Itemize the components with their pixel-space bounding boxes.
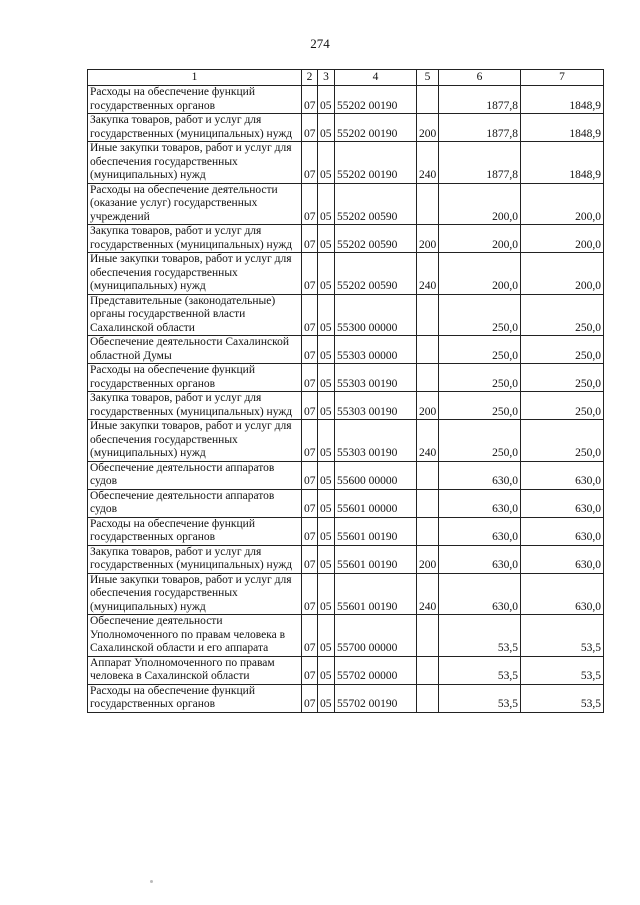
row-subsection-cell: 05: [318, 517, 335, 545]
row-expense-type-cell: [417, 364, 439, 392]
row-subsection-cell: 05: [318, 364, 335, 392]
row-amount-1-cell: 250,0: [439, 364, 521, 392]
row-section-cell: 07: [302, 684, 318, 712]
row-section-cell: 07: [302, 86, 318, 114]
header-col-2: 2: [302, 70, 318, 86]
row-name-cell: Закупка товаров, работ и услуг для государственных (муниципальных) нужд: [88, 545, 302, 573]
row-amount-2-cell: 630,0: [521, 461, 604, 489]
row-amount-2-cell: 630,0: [521, 489, 604, 517]
row-name-cell: Обеспечение деятельности аппаратов судов: [88, 489, 302, 517]
row-expense-type-cell: [417, 615, 439, 657]
row-name-cell: Обеспечение деятельности аппаратов судов: [88, 461, 302, 489]
row-target-code-cell: 55600 00000: [335, 461, 417, 489]
row-amount-2-cell: 630,0: [521, 517, 604, 545]
table-row: [88, 114, 604, 142]
row-amount-2-cell: 200,0: [521, 225, 604, 253]
row-expense-type-cell: [417, 183, 439, 225]
row-amount-2-cell: 200,0: [521, 183, 604, 225]
row-name-cell: Закупка товаров, работ и услуг для государственных (муниципальных) нужд: [88, 225, 302, 253]
table-row: [88, 420, 604, 462]
row-target-code-cell: 55303 00190: [335, 392, 417, 420]
table-header-row: [88, 70, 604, 86]
header-col-7: 7: [521, 70, 604, 86]
row-section-cell: 07: [302, 183, 318, 225]
row-name-cell: Расходы на обеспечение деятельности (оказание услуг) государственных учреждений: [88, 183, 302, 225]
header-col-6: 6: [439, 70, 521, 86]
row-amount-2-cell: 250,0: [521, 364, 604, 392]
table-row: [88, 545, 604, 573]
row-section-cell: 07: [302, 545, 318, 573]
row-target-code-cell: 55202 00590: [335, 225, 417, 253]
row-target-code-cell: 55700 00000: [335, 615, 417, 657]
row-name-cell: Представительные (законодательные) органы государственной власти Сахалинской области: [88, 294, 302, 336]
row-target-code-cell: 55300 00000: [335, 294, 417, 336]
row-name-cell: Иные закупки товаров, работ и услуг для обеспечения государственных (муниципальных) нужд: [88, 420, 302, 462]
row-amount-1-cell: 250,0: [439, 336, 521, 364]
row-section-cell: 07: [302, 142, 318, 184]
row-name-cell: Расходы на обеспечение функций государственных органов: [88, 364, 302, 392]
row-amount-2-cell: 53,5: [521, 684, 604, 712]
row-amount-1-cell: 630,0: [439, 517, 521, 545]
row-target-code-cell: 55202 00590: [335, 253, 417, 295]
row-subsection-cell: 05: [318, 392, 335, 420]
table-row: [88, 573, 604, 615]
row-expense-type-cell: [417, 461, 439, 489]
row-section-cell: 07: [302, 420, 318, 462]
row-name-cell: Закупка товаров, работ и услуг для государственных (муниципальных) нужд: [88, 114, 302, 142]
table-row: [88, 225, 604, 253]
table-row: [88, 294, 604, 336]
row-section-cell: 07: [302, 294, 318, 336]
row-amount-2-cell: 1848,9: [521, 86, 604, 114]
row-name-cell: Расходы на обеспечение функций государственных органов: [88, 517, 302, 545]
row-amount-1-cell: 1877,8: [439, 86, 521, 114]
header-col-3: 3: [318, 70, 335, 86]
row-expense-type-cell: [417, 86, 439, 114]
row-amount-1-cell: 630,0: [439, 545, 521, 573]
row-name-cell: Иные закупки товаров, работ и услуг для обеспечения государственных (муниципальных) нужд: [88, 253, 302, 295]
row-amount-1-cell: 200,0: [439, 183, 521, 225]
row-section-cell: 07: [302, 489, 318, 517]
row-amount-1-cell: 1877,8: [439, 142, 521, 184]
row-target-code-cell: 55202 00190: [335, 114, 417, 142]
row-subsection-cell: 05: [318, 336, 335, 364]
row-subsection-cell: 05: [318, 573, 335, 615]
row-expense-type-cell: 240: [417, 253, 439, 295]
row-section-cell: 07: [302, 656, 318, 684]
row-expense-type-cell: [417, 489, 439, 517]
row-amount-1-cell: 250,0: [439, 294, 521, 336]
row-amount-1-cell: 53,5: [439, 684, 521, 712]
row-expense-type-cell: [417, 294, 439, 336]
row-target-code-cell: 55601 00000: [335, 489, 417, 517]
header-col-4: 4: [335, 70, 417, 86]
row-subsection-cell: 05: [318, 86, 335, 114]
row-target-code-cell: 55601 00190: [335, 573, 417, 615]
row-amount-1-cell: 1877,8: [439, 114, 521, 142]
row-subsection-cell: 05: [318, 183, 335, 225]
row-expense-type-cell: 200: [417, 114, 439, 142]
page-number: 274: [310, 36, 330, 51]
budget-table: [87, 69, 604, 713]
row-subsection-cell: 05: [318, 461, 335, 489]
row-section-cell: 07: [302, 364, 318, 392]
row-name-cell: Обеспечение деятельности Уполномоченного по правам человека в Сахалинской области и его аппарата: [88, 615, 302, 657]
row-amount-2-cell: 250,0: [521, 420, 604, 462]
row-name-cell: Закупка товаров, работ и услуг для государственных (муниципальных) нужд: [88, 392, 302, 420]
row-subsection-cell: 05: [318, 420, 335, 462]
row-target-code-cell: 55202 00190: [335, 142, 417, 184]
row-section-cell: 07: [302, 392, 318, 420]
table-row: [88, 336, 604, 364]
row-amount-2-cell: 250,0: [521, 336, 604, 364]
row-expense-type-cell: 200: [417, 225, 439, 253]
row-name-cell: Расходы на обеспечение функций государственных органов: [88, 86, 302, 114]
row-name-cell: Расходы на обеспечение функций государственных органов: [88, 684, 302, 712]
row-amount-1-cell: 200,0: [439, 225, 521, 253]
row-target-code-cell: 55303 00190: [335, 420, 417, 462]
row-expense-type-cell: [417, 656, 439, 684]
row-amount-2-cell: 630,0: [521, 545, 604, 573]
row-expense-type-cell: 200: [417, 392, 439, 420]
row-subsection-cell: 05: [318, 225, 335, 253]
row-target-code-cell: 55303 00190: [335, 364, 417, 392]
table-row: [88, 656, 604, 684]
row-name-cell: Обеспечение деятельности Сахалинской областной Думы: [88, 336, 302, 364]
row-target-code-cell: 55601 00190: [335, 517, 417, 545]
row-section-cell: 07: [302, 461, 318, 489]
row-section-cell: 07: [302, 225, 318, 253]
row-section-cell: 07: [302, 573, 318, 615]
row-amount-1-cell: 200,0: [439, 253, 521, 295]
row-section-cell: 07: [302, 517, 318, 545]
table-row: [88, 253, 604, 295]
row-subsection-cell: 05: [318, 253, 335, 295]
row-subsection-cell: 05: [318, 656, 335, 684]
row-section-cell: 07: [302, 615, 318, 657]
row-subsection-cell: 05: [318, 114, 335, 142]
table-body: [88, 70, 604, 713]
row-amount-1-cell: 250,0: [439, 420, 521, 462]
table-row: [88, 183, 604, 225]
row-amount-1-cell: 630,0: [439, 489, 521, 517]
scan-speck: [150, 880, 153, 883]
row-section-cell: 07: [302, 114, 318, 142]
row-expense-type-cell: 240: [417, 142, 439, 184]
header-col-5: 5: [417, 70, 439, 86]
row-name-cell: Иные закупки товаров, работ и услуг для обеспечения государственных (муниципальных) нужд: [88, 142, 302, 184]
table-row: [88, 392, 604, 420]
row-target-code-cell: 55202 00590: [335, 183, 417, 225]
row-name-cell: Аппарат Уполномоченного по правам человека в Сахалинской области: [88, 656, 302, 684]
row-target-code-cell: 55702 00190: [335, 684, 417, 712]
row-amount-1-cell: 630,0: [439, 461, 521, 489]
table-row: [88, 517, 604, 545]
row-amount-2-cell: 250,0: [521, 392, 604, 420]
row-subsection-cell: 05: [318, 142, 335, 184]
row-expense-type-cell: 240: [417, 573, 439, 615]
table-row: [88, 364, 604, 392]
row-amount-2-cell: 53,5: [521, 615, 604, 657]
row-expense-type-cell: 240: [417, 420, 439, 462]
row-section-cell: 07: [302, 253, 318, 295]
row-target-code-cell: 55702 00000: [335, 656, 417, 684]
row-subsection-cell: 05: [318, 615, 335, 657]
row-amount-1-cell: 630,0: [439, 573, 521, 615]
row-amount-2-cell: 53,5: [521, 656, 604, 684]
row-expense-type-cell: 200: [417, 545, 439, 573]
row-amount-2-cell: 630,0: [521, 573, 604, 615]
row-amount-1-cell: 250,0: [439, 392, 521, 420]
table-row: [88, 615, 604, 657]
row-target-code-cell: 55202 00190: [335, 86, 417, 114]
table-row: [88, 489, 604, 517]
row-subsection-cell: 05: [318, 489, 335, 517]
table-row: [88, 142, 604, 184]
table-row: [88, 684, 604, 712]
row-subsection-cell: 05: [318, 545, 335, 573]
row-expense-type-cell: [417, 336, 439, 364]
row-name-cell: Иные закупки товаров, работ и услуг для обеспечения государственных (муниципальных) нужд: [88, 573, 302, 615]
row-amount-1-cell: 53,5: [439, 615, 521, 657]
row-section-cell: 07: [302, 336, 318, 364]
row-expense-type-cell: [417, 517, 439, 545]
row-expense-type-cell: [417, 684, 439, 712]
row-amount-2-cell: 250,0: [521, 294, 604, 336]
row-amount-2-cell: 1848,9: [521, 142, 604, 184]
row-target-code-cell: 55303 00000: [335, 336, 417, 364]
row-amount-1-cell: 53,5: [439, 656, 521, 684]
table-row: [88, 86, 604, 114]
table-row: [88, 461, 604, 489]
row-amount-2-cell: 200,0: [521, 253, 604, 295]
row-amount-2-cell: 1848,9: [521, 114, 604, 142]
row-subsection-cell: 05: [318, 684, 335, 712]
row-target-code-cell: 55601 00190: [335, 545, 417, 573]
header-col-1: 1: [88, 70, 302, 86]
row-subsection-cell: 05: [318, 294, 335, 336]
